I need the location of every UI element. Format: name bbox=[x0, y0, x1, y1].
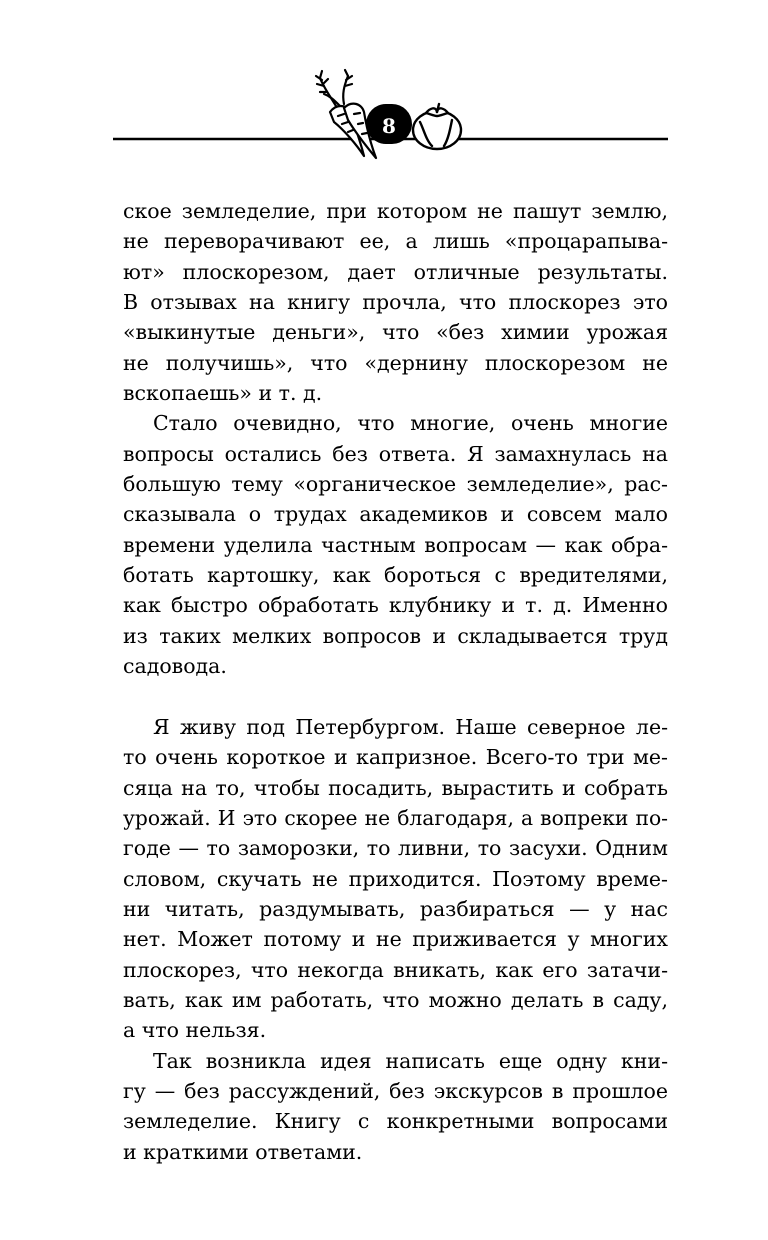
text-line: не переворачивают ее, а лишь «процарапыва- bbox=[123, 229, 668, 254]
text-line: Так возникла идея написать еще одну кни- bbox=[153, 1048, 668, 1073]
header-ornament bbox=[0, 0, 768, 175]
text-line: сказывала о трудах академиков и совсем мало bbox=[123, 502, 668, 527]
tomato-icon bbox=[413, 104, 461, 149]
text-line: ни читать, раздумывать, разбираться — у нас bbox=[123, 896, 668, 921]
text-line: и краткими ответами. bbox=[123, 1139, 363, 1164]
text-line: вать, как им работать, что можно делать в саду, bbox=[123, 987, 668, 1012]
text-line: из таких мелких вопросов и складывается труд bbox=[123, 623, 668, 648]
text-line: большую тему «органическое земледелие», рас- bbox=[123, 472, 668, 497]
page-header bbox=[0, 0, 768, 175]
text-line: Стало очевидно, что многие, очень многие bbox=[153, 411, 668, 436]
text-line: ское земледелие, при котором не пашут землю, bbox=[123, 199, 668, 223]
text-line: как быстро обработать клубнику и т. д. Именно bbox=[123, 593, 668, 618]
text-line: времени уделила частным вопросам — как обра- bbox=[123, 532, 668, 557]
text-line: ботать картошку, как бороться с вредителями, bbox=[123, 563, 668, 588]
text-line: вопросы остались без ответа. Я замахнулась на bbox=[123, 441, 668, 466]
text-line: вскопаешь» и т. д. bbox=[123, 381, 323, 406]
body-text bbox=[123, 196, 668, 1167]
text-line: Я живу под Петербургом. Наше северное ле- bbox=[153, 714, 668, 739]
text-line: годе — то заморозки, то ливни, то засухи. Одним bbox=[123, 836, 668, 861]
text-line: а что нельзя. bbox=[123, 1018, 267, 1043]
text-line: словом, скучать не приходится. Поэтому време- bbox=[123, 866, 668, 891]
text-line: садовода. bbox=[123, 654, 227, 679]
carrots-icon bbox=[316, 70, 376, 158]
text-line: В отзывах на книгу прочла, что плоскорез это bbox=[123, 290, 668, 315]
text-line: плоскорез, что некогда вникать, как его затачи- bbox=[123, 957, 668, 982]
text-line: нет. Может потому и не приживается у многих bbox=[123, 927, 668, 952]
text-line: урожай. И это скорее не благодаря, а вопреки по- bbox=[123, 805, 668, 830]
text-line: земледелие. Книгу с конкретными вопросами bbox=[123, 1109, 668, 1134]
text-line: гу — без рассуждений, без экскурсов в прошлое bbox=[123, 1078, 668, 1103]
page-number: 8 bbox=[382, 114, 396, 138]
text-line: то очень короткое и капризное. Всего-то три ме- bbox=[123, 745, 668, 770]
text-line: сяца на то, чтобы посадить, вырастить и собрать bbox=[123, 775, 668, 800]
text-line: «выкинутые деньги», что «без химии урожая bbox=[123, 320, 668, 345]
text-line: не получишь», что «дернину плоскорезом не bbox=[123, 350, 668, 375]
section-gap bbox=[123, 682, 668, 712]
text-line: ют» плоскорезом, дает отличные результаты. bbox=[123, 259, 668, 284]
